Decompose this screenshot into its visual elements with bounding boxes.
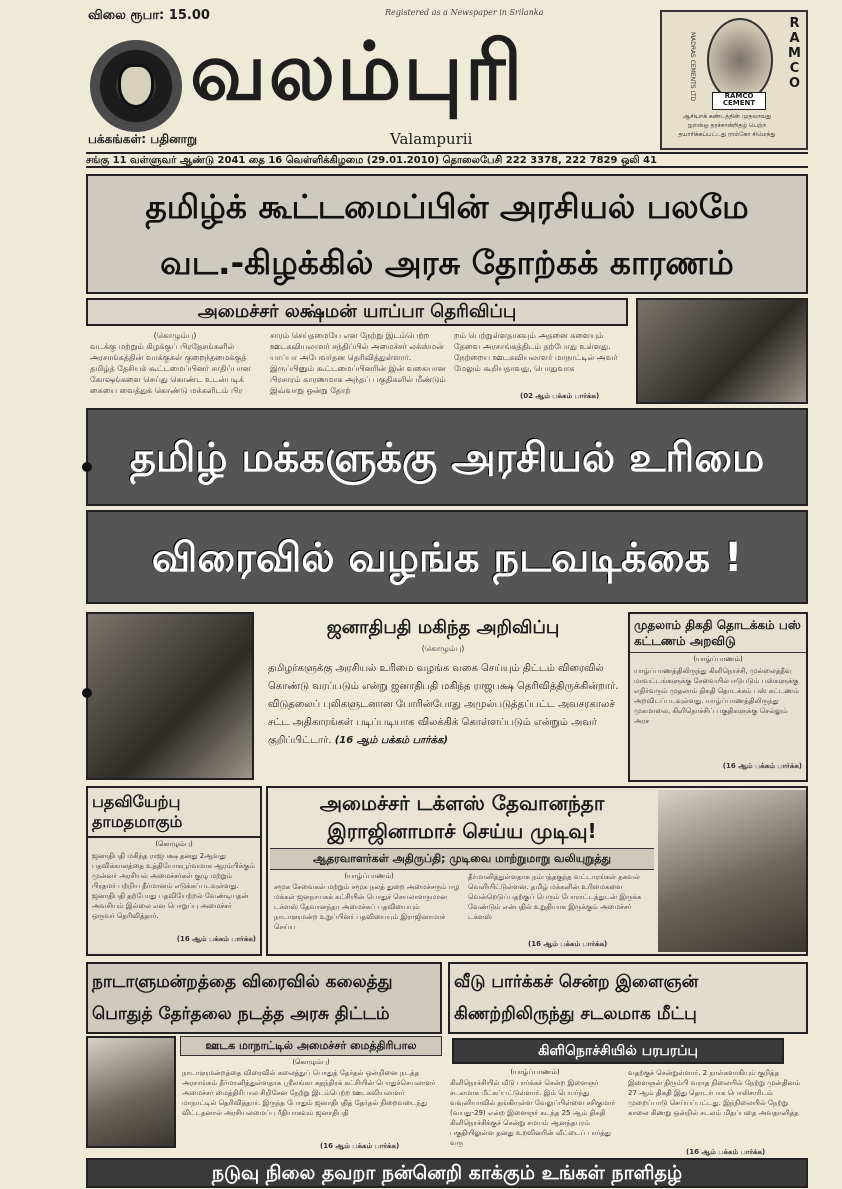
- ramco-cement-ad: [660, 10, 808, 150]
- binding-hole: [82, 462, 92, 472]
- bus-fare-continued: (16 ஆம் பக்கம் பார்க்க): [722, 762, 802, 770]
- footer-slogan: நடுவு நிலை தவறா நன்னெறி காக்கும் உங்கள் நாளிதழ்: [86, 1158, 808, 1188]
- bus-fare-body: யாழ்ப்பாணத்திலிருந்து கிளிநொச்சி, முல்லைத்தீவு மாவட்டங்களுக்கு சேவையில் ஈடுபடும் பஸ்களுக்கு எதிர்வரும் முதலாம் திகதி தொடக்கம் பஸ் கட்டணம் அறவிடப்படவுள்ளது. யாழ்ப்பாணத்திலிருந்து முகமாலை, கிளிநொச்சிப் பகுதிகளுக்கு செல்லும் அரச: [634, 667, 799, 725]
- ad-line-3: தயாரிக்கப்பட்டது ராம்கோ சிமெந்து: [678, 131, 776, 138]
- douglas-photo: [658, 790, 806, 952]
- conch-logo-icon: [90, 40, 182, 132]
- bus-fare-headline: முதலாம் திகதி தொடக்கம் பஸ் கட்டணம் அறவிடு: [630, 614, 806, 653]
- second-headline-line-2: விரைவில் வழங்க நடவடிக்கை !: [151, 535, 743, 581]
- parliament-continued: (16 ஆம் பக்கம் பார்க்க): [320, 1142, 400, 1150]
- title-latin: Valampurii: [390, 130, 473, 148]
- dateline-bar: சங்கு 11 வள்ளுவர் ஆண்டு 2041 தை 16 வெள்ளிக்கிழமை (29.01.2010) தொலைபேசி 222 3378, 222 7829 ஒலி 41: [86, 152, 808, 168]
- lead-subheadline: அமைச்சர் லக்ஷ்மன் யாப்பா தெரிவிப்பு: [86, 298, 628, 326]
- lead-continued: (02 ஆம் பக்கம் பார்க்க): [520, 392, 600, 400]
- ramco-brand: RAMCO: [787, 16, 802, 91]
- lead-column-1: வடக்கு மற்றும் கிழக்குப் பிரதேசங்களில் அரசாங்கத்தின் வாக்குகள் குறைந்தமைக்குத் தமிழ்த் தேசியக் கூட்டமைப்பினர் சாதிப்பான கோஷங்களை செய்து கொண்ட உடன்படிக் கையை வைத்துக் கொண்டு மக்களிடம் பிர: [90, 342, 251, 395]
- second-headline-box-1: [86, 408, 808, 506]
- lead-column-2: சாரம் செய்தமையே என நேற்று இடம்பெற்ற ஊடகவியலாளர் சந்திப்பில் அமைச்சர் லக்ஸ்மன் யாப்பா அபேவர்தன தெரிவித்துள்ளார். இருப்பினும் கூட்டமைப்பினரின் இன் வகையான பிரசாரம் காரணமாக அந்தப் பகுதிகளில் மீண்டும் இவ்வாறு ஒன்று தோற்: [270, 331, 446, 395]
- douglas-story: [266, 786, 808, 956]
- ad-line-2: ஐஎஸ்ஓ தரச்சான்றிதழ் பெற்ற: [687, 122, 767, 129]
- oath-delay-story: [86, 786, 262, 956]
- parliament-dateline: (கொழும்பு): [292, 1058, 330, 1066]
- parliament-headline-2: பொதுத் தேர்தலை நடத்த அரசு திட்டம்: [92, 1004, 390, 1024]
- president-body-text: தமிழர்களுக்கு அரசியல் உரிமை வழங்க வகை செய்யும் திட்டம் விரைவில் கொண்டு வரப்படும் என்று ஜனாதிபதி மகிந்த ராஜபக்ஷ தெரிவித்திருக்கின்றார். விடுதலைப் புலிகளுடனான போரின்போது அமுல்படுத்தப்பட்ட அவசரகாலச் சட்ட அதிகாரங்கள் படிப்படியாக விலக்கிக் கொள்ளப்படும் என்றும் அவர் குறிப்பிட்டார்.: [268, 663, 619, 746]
- president-body: [268, 660, 620, 778]
- oath-delay-headline: பதவியேற்பு தாமதமாகும்: [88, 788, 260, 838]
- ramco-product-label: RAMCO CEMENT: [712, 92, 766, 110]
- douglas-column-1: சமூக சேவைகள் மற்றும் சமூக நலத் துறை அமைச்சரும் ஈழ மக்கள் ஜனநாயகக் கட்சியின் பொதுச் செயலாளருமான டக்ளஸ் தேவானந்தா அமைச்சுப் பதவியையும் நாடாளுமன்ற உறுப்பினர் பதவியையும் இராஜினாமாச் செய்ய: [274, 883, 460, 931]
- pages-label: பக்கங்கள்: பதினாறு: [88, 132, 197, 146]
- well-subheadline: கிளிநொச்சியில் பரபரப்பு: [452, 1038, 784, 1064]
- well-column-2: வதற்குச் சென்றுள்ளார். 2 நாள்களாகியும் குறித்த இளைஞன் திரும்பி வராத நிலையில் நேற்று முன்தினம் 27 ஆம் திகதி இது தொடர்பாக பொலிசாரிடம் முறைப்பாடு செய்யப்பட்டது. இந்நிலையில் நேற்று காலை கிணறு ஒன்றில் சடலம் மிதப்பதை அவதானித்த: [628, 1069, 800, 1117]
- lead-headline-line-2: வட.-கிழக்கில் அரசு தோற்கக் காரணம்: [160, 243, 734, 282]
- well-headline-box: [448, 962, 808, 1034]
- parliament-headline-1: நாடாளுமன்றத்தை விரைவில் கலைத்து: [92, 972, 393, 992]
- price-label: விலை ரூபா: 15.00: [88, 8, 210, 23]
- douglas-headline-2: இராஜினாமாச் செய்ய முடிவு!: [327, 819, 597, 843]
- parliament-subheadline: ஊடக மாநாட்டில் அமைச்சர் மைத்திரிபால: [180, 1036, 442, 1056]
- well-headline-1: வீடு பார்க்கச் சென்ற இளைஞன்: [454, 972, 699, 992]
- second-headline-line-1: தமிழ் மக்களுக்கு அரசியல் உரிமை: [129, 435, 765, 481]
- lead-headline-line-1: தமிழ்க் கூட்டமைப்பின் அரசியல் பலமே: [145, 187, 749, 226]
- maithripala-photo: [86, 1036, 176, 1148]
- douglas-continued: (16 ஆம் பக்கம் பார்க்க): [528, 940, 608, 948]
- lead-column-3: றம் பெற்றுள்ளதாகவும் அதனை களையும் தேவை அரசாங்கத்திடம் தற்போது உள்ளது. நேற்றைய ஊடகவியலாளர் மாநாட்டில் அவர் மேலும் கூறியதாவது, பொதுவாக: [454, 331, 618, 373]
- parliament-body: நாடாளுமன்றத்தை விரைவில் கலைத்துப் பொதுத் தேர்தல் ஒன்றினை நடத்த அரசாங்கம் தீர்மானித்துள்ளதாக ஸ்ரீலங்கா சுதந்திரக் கட்சியின் பொதுச்செயலாளர் அமைச்சர் மைத்திரிபால சிறிசேன நேற்று இடம்பெற்ற ஊடகவியலாளர் மாநாட்டில் தெரிவித்தார். இருந்த போதும் ஜனாதிபதித் தேர்தல் நிறைவடைந்து விட்டதனால் அரசியலமைப்பு ரீதியாகவும் ஜனாதிபதி: [182, 1069, 436, 1117]
- oath-delay-dateline: (கொழும்பு): [155, 840, 193, 848]
- bus-fare-dateline: (யாழ்ப்பாணம்): [693, 655, 743, 663]
- ad-line-1: ஆசியாக் கண்டத்தின் முதலாவது: [682, 113, 772, 120]
- oath-delay-body: ஜனாதிபதி மகிந்த ராஜபக்ஷ தனது 2ஆவது பதவிக்காலத்தை உத்தியோகபூர்வமாக ஆரம்பிக்கும் முன்னர் அரசியல் அமைச்சர்கள் குழு மற்றும் பிரதமர் பற்றிய தீர்மானம் எடுக்கப்படவுள்ளது. ஜனாதிபதி தற்போது பதவியேற்றல் வேண்டியதன் அவசியம் இல்லை என பொறுப்பு அமைச்சர் ஒருவர் தெரிவித்தார்.: [92, 852, 255, 920]
- douglas-dateline: (யாழ்ப்பாணம்): [344, 872, 394, 880]
- lead-dateline: (கொழும்பு): [153, 331, 197, 340]
- president-continued: (16 ஆம் பக்கம் பார்க்க): [334, 735, 448, 746]
- lead-headline-box: [86, 174, 808, 294]
- well-dateline: (யாழ்ப்பாணம்): [510, 1068, 560, 1076]
- president-dateline: (கொழும்பு): [421, 644, 465, 653]
- ramco-company: MADRAS CEMENTS LTD: [689, 32, 696, 102]
- well-headline-2: கிணற்றிலிருந்து சடலமாக மீட்பு: [454, 1004, 697, 1024]
- president-headline: ஜனாதிபதி மகிந்த அறிவிப்பு: [326, 617, 560, 638]
- douglas-subheadline: ஆதரவாளர்கள் அதிருப்தி; முடிவை மாற்றுமாறு வலியுறுத்து: [270, 848, 654, 870]
- bus-fare-story: [628, 612, 808, 782]
- douglas-column-2: தீர்மானித்துள்ளதாக நம்பத்தகுந்த வட்டாரங்கள் தகவல் வெளியிட்டுள்ளன. தமிழ் மக்களின் உரிமைகளை வென்றெடுப்பதற்குப் பெரும் போராட்டத்துடன் இருக்க வேண்டும் என்பதில் உறுதியாக இருக்கும் அமைச்சர் டக்ளஸ்: [468, 873, 642, 921]
- minister-yapa-photo: [636, 298, 808, 404]
- well-continued: (16 ஆம் பக்கம் பார்க்க): [686, 1148, 766, 1156]
- oath-delay-continued: (16 ஆம் பக்கம் பார்க்க): [176, 935, 256, 943]
- second-headline-box-2: [86, 510, 808, 604]
- parliament-headline-box: [86, 962, 442, 1034]
- well-column-1: கிளிநொச்சியில் வீடு பார்க்கச் சென்ற இளைஞர் சடலமாக மீட்கப்பட்டுள்ளார். இம் பெயர்ந்து வவுனியாவில் தங்கியுள்ள வேலுப்பிள்ளை சசிகுமார் (வயது-29) என்ற இளைஞர் கடந்த 25 ஆம் திகதி கிளிநொச்சிக்குச் சென்று சமயம் ஆனந்தபுரம் பகுதியிலுள்ள தனது உறவினரின் வீட்டைப் பார்த்து வரு: [450, 1079, 616, 1147]
- newspaper-title: வலம்புரி: [190, 25, 525, 118]
- binding-hole: [82, 688, 92, 698]
- douglas-headline-1: அமைச்சர் டக்ளஸ் தேவானந்தா: [319, 791, 605, 815]
- president-photo: [86, 612, 254, 780]
- registered-note: Registered as a Newspaper in Srilanka: [385, 8, 544, 17]
